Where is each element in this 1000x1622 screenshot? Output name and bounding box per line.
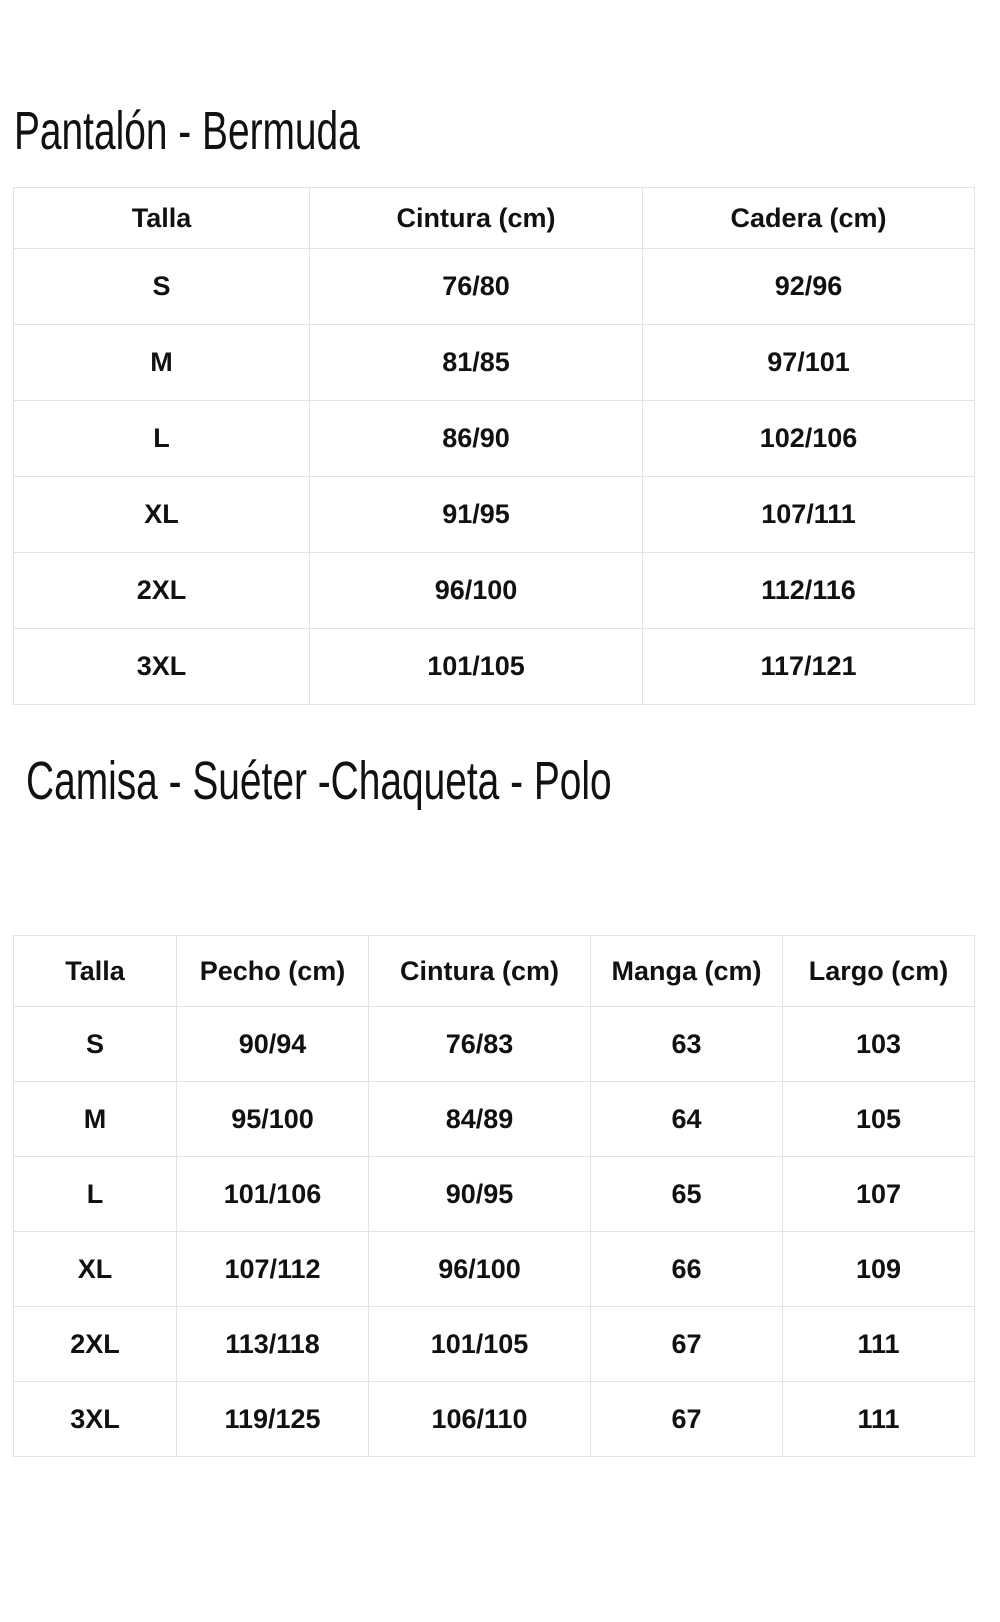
table-row bbox=[14, 401, 975, 477]
pants-size-table bbox=[13, 187, 975, 705]
measurement-cell: 107/112 bbox=[177, 1232, 369, 1307]
size-cell: 2XL bbox=[14, 1307, 177, 1382]
measurement-cell: 113/118 bbox=[177, 1307, 369, 1382]
table-row bbox=[14, 1307, 975, 1382]
measurement-cell: 65 bbox=[591, 1157, 783, 1232]
measurement-cell: 92/96 bbox=[643, 249, 975, 325]
size-cell: M bbox=[14, 1082, 177, 1157]
measurement-cell: 101/105 bbox=[310, 629, 643, 705]
table-row bbox=[14, 249, 975, 325]
measurement-cell: 101/106 bbox=[177, 1157, 369, 1232]
table-row bbox=[14, 553, 975, 629]
shirts-size-title: Camisa - Suéter -Chaqueta - Polo bbox=[26, 751, 612, 811]
measurement-cell: 106/110 bbox=[369, 1382, 591, 1457]
table-row bbox=[14, 1232, 975, 1307]
column-header: Talla bbox=[14, 188, 310, 249]
measurement-cell: 96/100 bbox=[369, 1232, 591, 1307]
size-cell: S bbox=[14, 249, 310, 325]
measurement-cell: 105 bbox=[783, 1082, 975, 1157]
size-cell: M bbox=[14, 325, 310, 401]
column-header: Pecho (cm) bbox=[177, 936, 369, 1007]
measurement-cell: 109 bbox=[783, 1232, 975, 1307]
table-header-row bbox=[14, 936, 975, 1007]
size-cell: 3XL bbox=[14, 1382, 177, 1457]
measurement-cell: 66 bbox=[591, 1232, 783, 1307]
measurement-cell: 111 bbox=[783, 1307, 975, 1382]
column-header: Cadera (cm) bbox=[643, 188, 975, 249]
table-row bbox=[14, 1082, 975, 1157]
measurement-cell: 84/89 bbox=[369, 1082, 591, 1157]
column-header: Manga (cm) bbox=[591, 936, 783, 1007]
measurement-cell: 81/85 bbox=[310, 325, 643, 401]
pants-size-title: Pantalón - Bermuda bbox=[14, 101, 360, 161]
measurement-cell: 86/90 bbox=[310, 401, 643, 477]
shirts-size-table bbox=[13, 935, 975, 1457]
column-header: Largo (cm) bbox=[783, 936, 975, 1007]
measurement-cell: 103 bbox=[783, 1007, 975, 1082]
size-cell: XL bbox=[14, 477, 310, 553]
size-cell: 3XL bbox=[14, 629, 310, 705]
size-cell: 2XL bbox=[14, 553, 310, 629]
table-header-row bbox=[14, 188, 975, 249]
measurement-cell: 107/111 bbox=[643, 477, 975, 553]
measurement-cell: 97/101 bbox=[643, 325, 975, 401]
measurement-cell: 101/105 bbox=[369, 1307, 591, 1382]
measurement-cell: 117/121 bbox=[643, 629, 975, 705]
table-row bbox=[14, 1382, 975, 1457]
measurement-cell: 64 bbox=[591, 1082, 783, 1157]
size-cell: L bbox=[14, 401, 310, 477]
measurement-cell: 112/116 bbox=[643, 553, 975, 629]
measurement-cell: 102/106 bbox=[643, 401, 975, 477]
measurement-cell: 90/94 bbox=[177, 1007, 369, 1082]
measurement-cell: 96/100 bbox=[310, 553, 643, 629]
table-row bbox=[14, 325, 975, 401]
size-cell: S bbox=[14, 1007, 177, 1082]
column-header: Cintura (cm) bbox=[310, 188, 643, 249]
size-cell: XL bbox=[14, 1232, 177, 1307]
measurement-cell: 76/80 bbox=[310, 249, 643, 325]
column-header: Talla bbox=[14, 936, 177, 1007]
table-row bbox=[14, 1007, 975, 1082]
measurement-cell: 91/95 bbox=[310, 477, 643, 553]
table-row bbox=[14, 1157, 975, 1232]
measurement-cell: 119/125 bbox=[177, 1382, 369, 1457]
table-row bbox=[14, 629, 975, 705]
table-row bbox=[14, 477, 975, 553]
measurement-cell: 90/95 bbox=[369, 1157, 591, 1232]
measurement-cell: 67 bbox=[591, 1307, 783, 1382]
measurement-cell: 111 bbox=[783, 1382, 975, 1457]
measurement-cell: 67 bbox=[591, 1382, 783, 1457]
measurement-cell: 95/100 bbox=[177, 1082, 369, 1157]
measurement-cell: 63 bbox=[591, 1007, 783, 1082]
size-cell: L bbox=[14, 1157, 177, 1232]
column-header: Cintura (cm) bbox=[369, 936, 591, 1007]
measurement-cell: 107 bbox=[783, 1157, 975, 1232]
measurement-cell: 76/83 bbox=[369, 1007, 591, 1082]
